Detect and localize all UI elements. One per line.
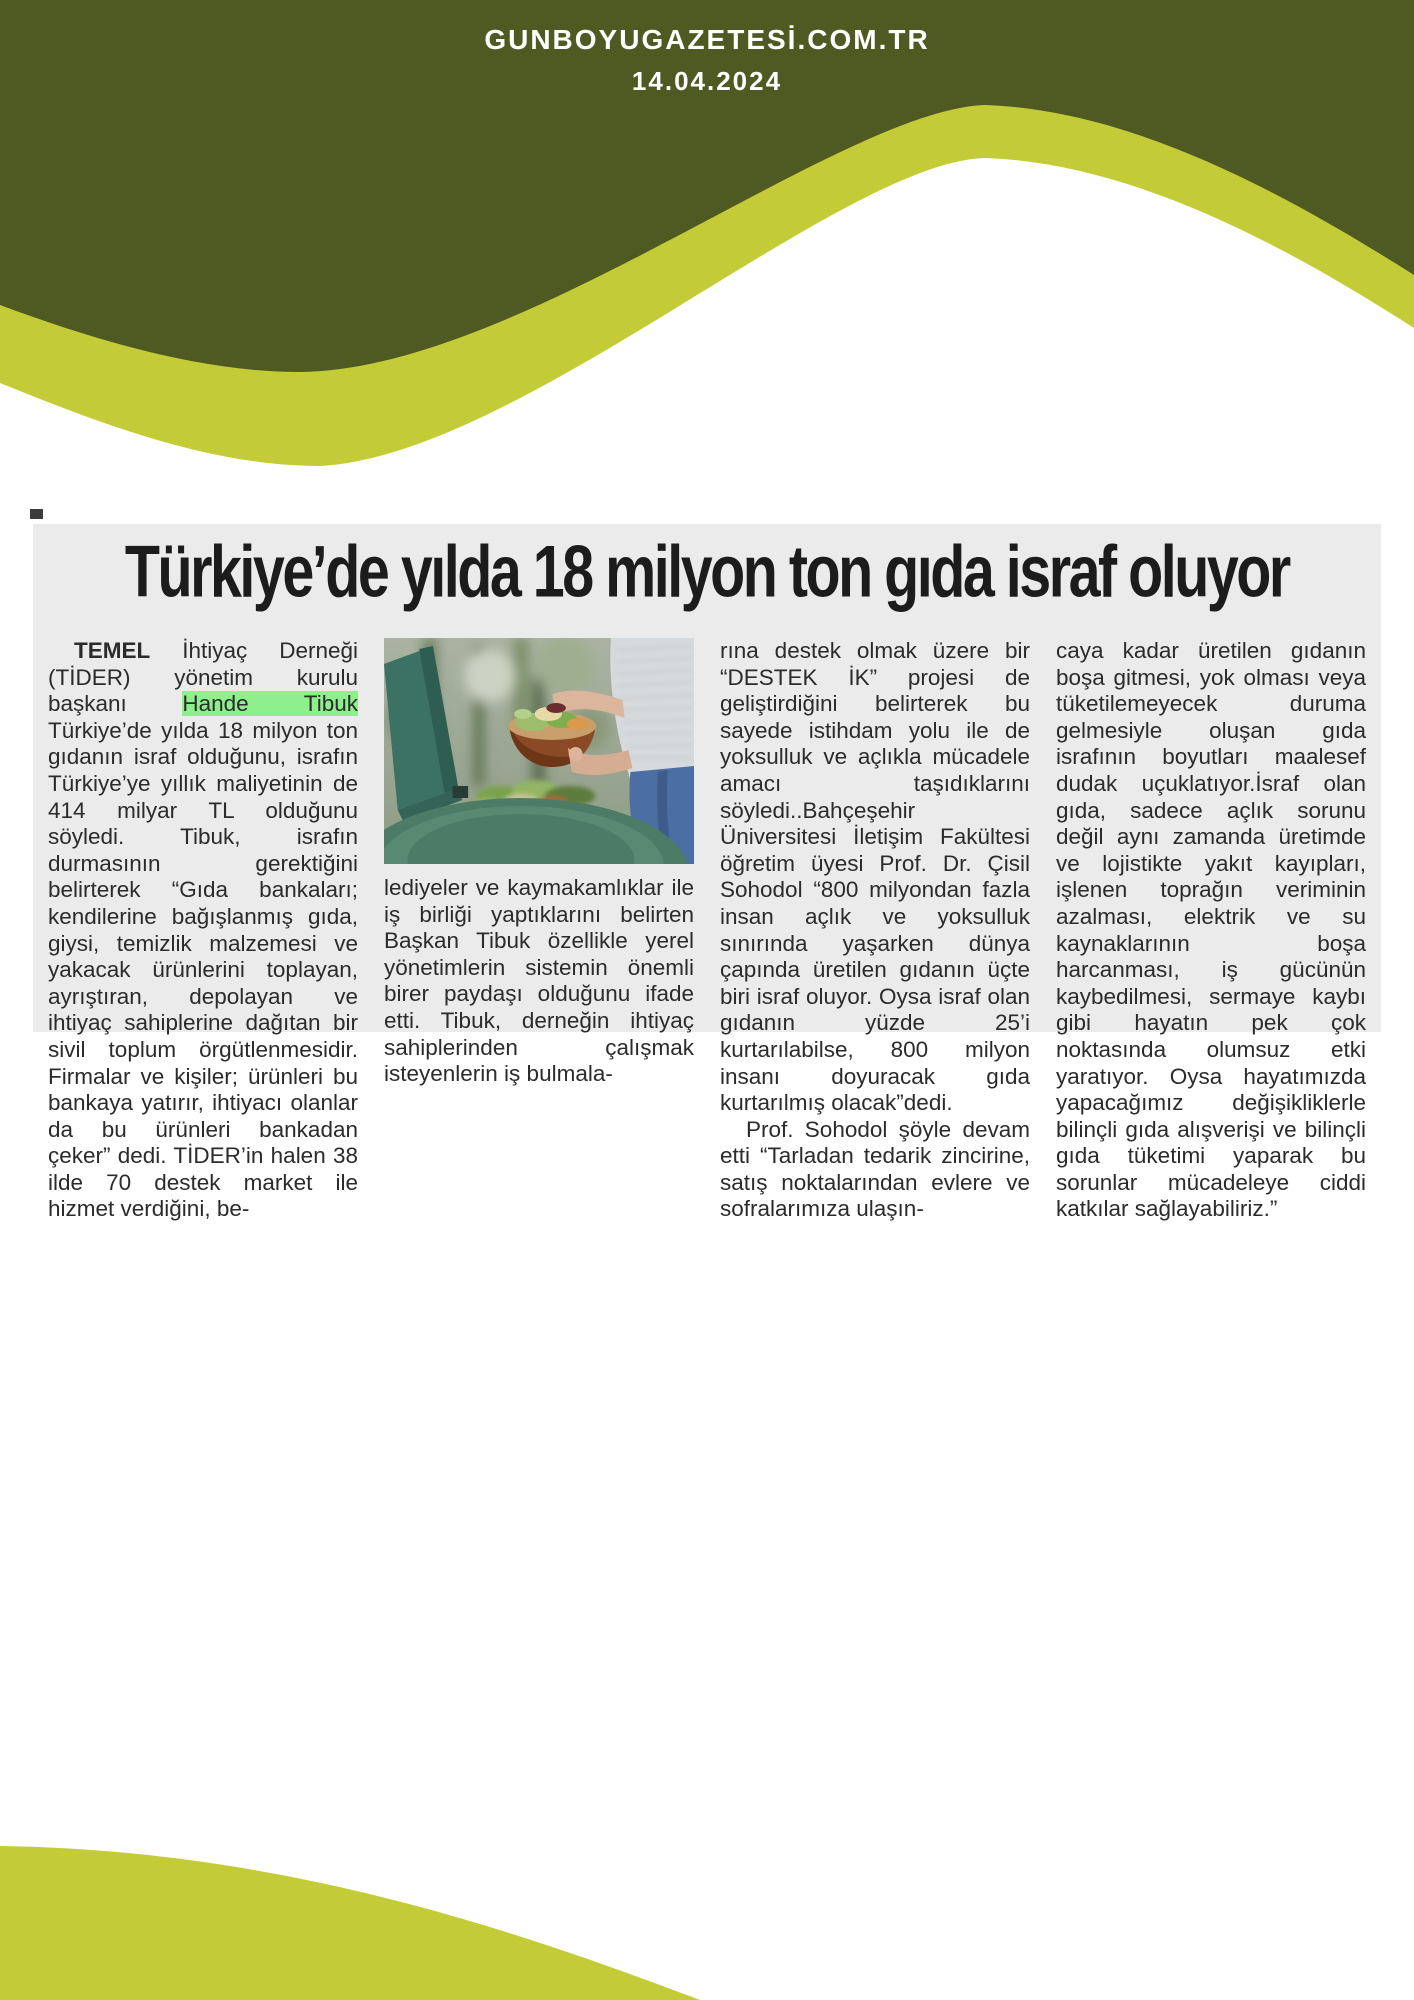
- publication-date: 14.04.2024: [631, 66, 783, 96]
- highlighted-name: Hande Tibuk: [182, 691, 358, 717]
- lead-word: TEMEL: [74, 638, 151, 663]
- newspaper-clipping: [33, 524, 1381, 1222]
- footer-wave: [0, 1840, 710, 2000]
- article-paragraph: rına destek olmak üzere bir “DESTEK İK” projesi de geliştirdiğini belirterek bu sayede istihdam yolu ile de yoksulluk ve açlıkla mücadele amacı taşıdıklarını söyledi..Bahçeşehir Üniversitesi İletişim Fakültesi öğretim üyesi Prof. Dr. Çisil Sohodol “800 milyondan fazla insan açlık ve yoksulluk sınırında yaşarken dünya çapında üretilen gıdanın üçte biri israf oluyor. Oysa israf olan gıdanın yüzde 25’i kurtarılabilse, 800 milyon insanı doyuracak gıda kurtarılmış olacak”dedi.: [720, 638, 1030, 1116]
- scan-artifact: [30, 509, 43, 519]
- footer-wave-light: [0, 1846, 700, 2000]
- column1-text-after: Türkiye’de yılda 18 milyon ton gıdanın israf olduğunu, israfın Türkiye’ye yıllık maliyetinin de 414 milyar TL olduğunu söyledi. Tibuk, israfın durmasının gerektiğini belirterek “Gıda bankaları; kendilerine bağışlanmış gıda, giysi, temizlik malzemesi ve yakacak ürünlerini toplayan, ayrıştıran, depolayan ve ihtiyaç sahiplerine dağıtan bir sivil toplum örgütlenmesidir. Firmalar ve kişiler; ürünleri bu bankaya yatırır, ihtiyacı olanlar da bu ürünleri bankadan çeker” dedi. TİDER’in halen 38 ilde 70 destek market ile hizmet verdiğini, be-: [48, 717, 358, 1222]
- article-paragraph: lediyeler ve kaymakamlıklar ile iş birliği yaptıklarını belirten Başkan Tibuk özellikle yerel yönetimlerin sistemin önemli birer paydaşı olduğunu ifade etti. Tibuk, derneğin ihtiyaç sahiplerinden çalışmak isteyenlerin iş bulmala-: [384, 875, 694, 1087]
- article-headline-text: Türkiye’de yılda 18 milyon ton gıda israf oluyor: [125, 530, 1289, 613]
- article-column-3: [720, 638, 1030, 1223]
- article-column-2: [384, 638, 694, 1223]
- article-paragraph: [48, 638, 358, 1223]
- article-column-4: [1056, 638, 1366, 1223]
- article-paragraph: caya kadar üretilen gıdanın boşa gitmesi, yok olması veya tüketilemeyecek duruma gelmesiyle oluşan gıda israfının boyutları maalesef dudak uçuklatıyor.İsraf olan gıda, sadece açlık sorunu değil aynı zamanda üretimde ve lojistikte yakıt kayıpları, işlenen toprağın veriminin azalması, elektrik ve su kaynaklarının boşa harcanması, iş gücünün kaybedilmesi, sermaye kaybı gibi hayatın pek çok noktasında olumsuz etki yaratıyor. Oysa hayatımızda yapacağımız değişikliklerle bilinçli gıda alışverişi ve bilinçli gıda tüketimi yaparak bu sorunlar mücadeleye ciddi katkılar sağlayabiliriz.”: [1056, 638, 1366, 1222]
- article-column-1: [48, 638, 358, 1223]
- site-title: GUNBOYUGAZETESİ.COM.TR: [484, 24, 930, 55]
- article-headline: [33, 530, 1381, 613]
- article-columns: [48, 638, 1366, 1223]
- article-paragraph: Prof. Sohodol şöyle devam etti “Tarladan tedarik zincirine, satış noktalarından evlere ve sofralarımıza ulaşın-: [720, 1116, 1030, 1222]
- compost-bin-photo: [384, 638, 694, 864]
- column1-text-before: İhtiyaç Derneği (TİDER) yönetim kurulu başkanı: [48, 638, 358, 717]
